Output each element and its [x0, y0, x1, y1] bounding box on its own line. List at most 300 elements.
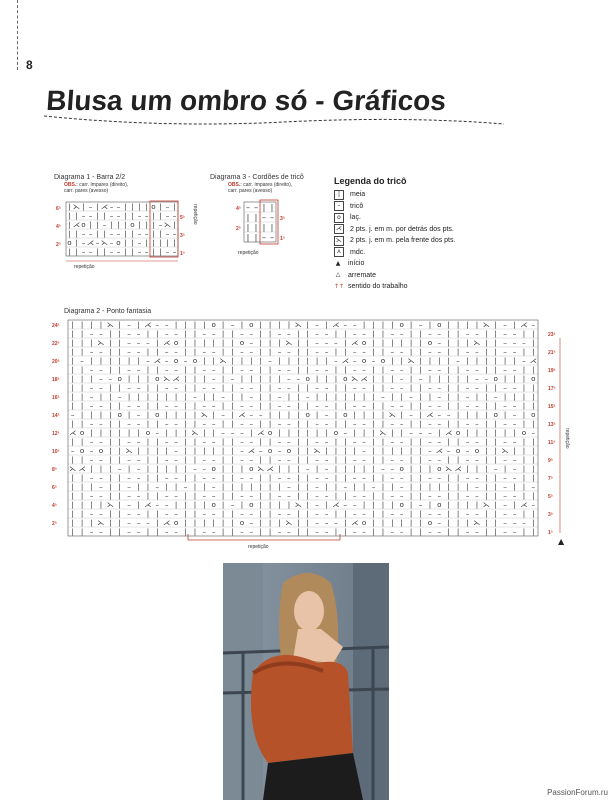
stitch-mark: |	[362, 482, 366, 492]
stitch-mark: |	[80, 329, 84, 339]
stitch-mark: |	[485, 419, 488, 429]
stitch-mark: –	[475, 401, 479, 411]
stitch-mark: –	[230, 320, 235, 330]
stitch-mark: |	[221, 320, 225, 330]
row-number-left: 4ª	[56, 224, 61, 230]
stitch-mark: –	[503, 329, 507, 339]
stitch-mark: |	[159, 229, 162, 239]
stitch-mark: –	[437, 491, 442, 501]
stitch-mark: |	[391, 446, 394, 456]
stitch-mark: |	[494, 365, 497, 375]
stitch-mark: –	[89, 437, 94, 447]
stitch-mark: |	[80, 383, 84, 393]
stitch-mark: ⋋	[445, 464, 453, 474]
stitch-mark: –	[277, 491, 282, 501]
stitch-mark: |	[428, 320, 432, 330]
stitch-mark: |	[494, 356, 497, 366]
stitch-mark: –	[249, 329, 254, 339]
stitch-mark: |	[184, 491, 187, 501]
stitch-mark: |	[485, 527, 488, 537]
stitch-mark: o	[437, 464, 442, 474]
stitch-mark: |	[532, 446, 535, 456]
stitch-mark: |	[109, 401, 112, 411]
stitch-mark: |	[165, 446, 168, 456]
stitch-mark: |	[156, 509, 159, 519]
stitch-mark: |	[193, 329, 197, 339]
stitch-mark: –	[99, 482, 103, 492]
stitch-mark: |	[372, 437, 375, 447]
stitch-mark: |	[372, 428, 375, 438]
stitch-mark: |	[372, 410, 375, 420]
stitch-mark: o	[81, 220, 86, 230]
stitch-mark: –	[287, 419, 291, 429]
stitch-mark: |	[447, 509, 450, 519]
stitch-mark: o	[117, 374, 122, 384]
stitch-mark: –	[437, 509, 442, 519]
stitch-mark: |	[494, 437, 497, 447]
stitch-mark: |	[138, 202, 141, 212]
stitch-mark: |	[419, 437, 422, 447]
stitch-mark: –	[249, 473, 254, 483]
stitch-mark: –	[362, 347, 366, 357]
stitch-mark: –	[315, 347, 319, 357]
stitch-mark: |	[159, 238, 162, 248]
stitch-mark: –	[89, 392, 94, 402]
stitch-mark: |	[372, 347, 375, 357]
stitch-mark: ⋋	[294, 500, 302, 510]
stitch-mark: |	[146, 446, 150, 456]
stitch-mark: o	[79, 446, 85, 456]
stitch-mark: |	[306, 518, 309, 528]
stitch-mark: –	[287, 491, 291, 501]
stitch-mark: |	[306, 329, 309, 339]
stitch-mark: |	[409, 383, 413, 393]
legend-label: tricô	[350, 202, 364, 210]
stitch-mark: |	[409, 500, 413, 510]
stitch-mark: |	[494, 527, 497, 537]
stitch-mark: –	[174, 473, 178, 483]
stitch-mark: |	[325, 320, 328, 330]
stitch-mark: |	[193, 527, 197, 537]
stitch-mark: –	[211, 365, 216, 375]
stitch-mark: |	[306, 419, 309, 429]
stitch-mark: –	[512, 437, 517, 447]
stitch-mark: –	[390, 365, 395, 375]
stitch-mark: |	[287, 410, 291, 420]
legend-label: mdc.	[350, 248, 366, 256]
stitch-mark: |	[372, 320, 375, 330]
stitch-mark: –	[174, 329, 178, 339]
stitch-mark: |	[127, 392, 131, 402]
stitch-mark: o	[211, 500, 216, 510]
stitch-mark: –	[270, 212, 274, 222]
stitch-mark: |	[103, 247, 106, 257]
start-arrow-icon: ▲	[558, 537, 565, 546]
stitch-mark: |	[166, 238, 169, 248]
stitch-mark: –	[352, 527, 357, 537]
stitch-mark: |	[466, 374, 469, 384]
stitch-mark: |	[456, 473, 460, 483]
stitch-mark: –	[362, 365, 366, 375]
stitch-mark: |	[221, 383, 225, 393]
row-number-right: 1ª	[180, 251, 185, 257]
stitch-mark: |	[99, 392, 103, 402]
stitch-mark: –	[352, 356, 357, 366]
stitch-mark: –	[324, 464, 329, 474]
stitch-mark: –	[172, 229, 177, 239]
stitch-mark: |	[193, 437, 197, 447]
stitch-mark: o	[380, 356, 386, 366]
stitch-mark: o	[267, 446, 273, 456]
row-number-right: 3ª	[180, 233, 185, 239]
stitch-mark: |	[184, 392, 187, 402]
stitch-mark: |	[99, 500, 103, 510]
stitch-mark: |	[287, 392, 291, 402]
stitch-mark: |	[372, 365, 375, 375]
stitch-mark: |	[372, 455, 375, 465]
stitch-mark: –	[268, 356, 272, 366]
stitch-mark: –	[70, 446, 75, 456]
stitch-mark: |	[372, 329, 375, 339]
stitch-mark: –	[352, 455, 357, 465]
stitch-mark: ⋌	[86, 238, 95, 248]
stitch-mark: |	[419, 527, 422, 537]
row-number-right: 17ª	[548, 386, 556, 392]
stitch-mark: |	[353, 410, 356, 420]
stitch-mark: –	[475, 419, 479, 429]
stitch-mark: |	[419, 365, 422, 375]
stitch-mark: |	[131, 229, 134, 239]
stitch-mark: |	[522, 347, 526, 357]
stitch-mark: |	[362, 320, 366, 330]
stitch-mark: –	[418, 374, 423, 384]
stitch-mark: |	[193, 410, 197, 420]
stitch-mark: |	[118, 437, 121, 447]
stitch-mark: –	[127, 401, 131, 411]
stitch-mark: |	[306, 401, 309, 411]
stitch-mark: o	[67, 238, 72, 248]
stitch-mark: |	[231, 509, 234, 519]
stitch-mark: |	[184, 338, 187, 348]
stitch-mark: ⋌	[172, 374, 180, 384]
stitch-mark: –	[531, 320, 536, 330]
stitch-mark: –	[155, 428, 160, 438]
stitch-mark: |	[466, 320, 469, 330]
stitch-mark: |	[240, 356, 244, 366]
stitch-mark: |	[344, 347, 347, 357]
stitch-mark: –	[475, 437, 479, 447]
stitch-mark: |	[391, 428, 394, 438]
stitch-mark: ⋋	[285, 338, 293, 348]
stitch-mark: |	[419, 509, 422, 519]
stitch-mark: ⋋	[482, 320, 490, 330]
stitch-mark: |	[259, 473, 262, 483]
dec-front-icon: ⋋	[336, 236, 342, 244]
stitch-mark: |	[221, 527, 225, 537]
stitch-mark: |	[372, 473, 375, 483]
stitch-mark: –	[287, 383, 291, 393]
stitch-mark: –	[99, 527, 103, 537]
stitch-mark: –	[99, 509, 103, 519]
stitch-mark: |	[353, 446, 356, 456]
stitch-mark: ⋋	[407, 356, 415, 366]
stitch-mark: –	[249, 365, 254, 375]
stitch-mark: o	[361, 356, 367, 366]
stitch-mark: –	[230, 428, 235, 438]
stitch-mark: –	[399, 383, 404, 393]
stitch-mark: –	[512, 329, 517, 339]
stitch-mark: |	[250, 482, 253, 492]
stitch-mark: |	[146, 410, 150, 420]
stitch-mark: |	[344, 392, 347, 402]
stitch-mark: o	[427, 338, 433, 348]
stitch-mark: |	[522, 365, 526, 375]
stitch-mark: |	[297, 365, 300, 375]
stitch-mark: |	[372, 338, 375, 348]
stitch-mark: |	[485, 509, 488, 519]
stitch-mark: –	[249, 509, 254, 519]
stitch-mark: –	[465, 392, 470, 402]
stitch-mark: |	[109, 392, 112, 402]
stitch-mark: |	[212, 428, 215, 438]
stitch-mark: |	[231, 347, 234, 357]
stitch-mark: –	[99, 401, 103, 411]
stitch-mark: |	[71, 437, 74, 447]
stitch-mark: |	[203, 482, 206, 492]
stitch-mark: |	[419, 329, 422, 339]
stitch-mark: –	[399, 473, 404, 483]
stitch-mark: –	[89, 509, 94, 519]
stitch-mark: –	[136, 338, 141, 348]
stitch-mark: |	[80, 518, 84, 528]
stitch-mark: –	[89, 491, 94, 501]
stitch-mark: |	[96, 247, 99, 257]
stitch-mark: |	[99, 428, 103, 438]
stitch-mark: –	[249, 455, 254, 465]
stitch-mark: |	[409, 374, 413, 384]
stitch-mark: o	[455, 446, 461, 456]
stitch-mark: |	[391, 500, 394, 510]
stitch-mark: –	[503, 320, 507, 330]
stitch-mark: |	[522, 455, 526, 465]
stitch-mark: –	[164, 365, 169, 375]
stitch-mark: |	[156, 365, 159, 375]
stitch-mark: |	[447, 527, 450, 537]
stitch-mark: |	[156, 518, 159, 528]
stitch-mark: –	[81, 211, 86, 221]
stitch-mark: |	[297, 383, 300, 393]
stitch-mark: |	[137, 356, 140, 366]
stitch-mark: |	[203, 338, 206, 348]
diagram-2	[50, 318, 580, 563]
stitch-mark: |	[297, 392, 300, 402]
stitch-mark: o	[361, 518, 367, 528]
stitch-mark: –	[324, 383, 329, 393]
stitch-mark: |	[475, 428, 479, 438]
stitch-mark: –	[287, 347, 291, 357]
stitch-mark: –	[352, 437, 357, 447]
stitch-mark: |	[306, 338, 309, 348]
stitch-mark: |	[306, 365, 309, 375]
stitch-mark: |	[68, 211, 71, 221]
stitch-mark: –	[287, 401, 291, 411]
legend-item	[334, 281, 534, 293]
stitch-mark: |	[221, 455, 225, 465]
stitch-mark: |	[193, 509, 197, 519]
stitch-mark: |	[362, 464, 366, 474]
stitch-mark: ⋋	[125, 446, 133, 456]
stitch-mark: |	[173, 220, 176, 230]
stitch-mark: |	[306, 491, 309, 501]
stitch-mark: |	[334, 455, 338, 465]
stitch-mark: |	[456, 365, 460, 375]
stitch-mark: –	[399, 365, 404, 375]
stitch-mark: |	[268, 482, 272, 492]
stitch-mark: –	[352, 491, 357, 501]
dec-back-icon: ⋌	[336, 225, 342, 233]
stitch-mark: –	[287, 527, 291, 537]
stitch-mark: |	[522, 527, 526, 537]
stitch-mark: o	[173, 356, 179, 366]
stitch-mark: |	[268, 320, 272, 330]
row-number-right: 5ª	[548, 494, 553, 500]
stitch-mark: |	[268, 518, 272, 528]
stitch-mark: –	[437, 338, 442, 348]
stitch-mark: –	[315, 437, 319, 447]
repeat-label: repetição	[74, 264, 95, 270]
stitch-mark: ⋌	[520, 500, 528, 510]
stitch-mark: |	[212, 356, 215, 366]
row-number-right: 3ª	[280, 216, 285, 222]
stitch-mark: |	[400, 446, 403, 456]
stitch-mark: |	[409, 482, 413, 492]
stitch-mark: |	[503, 356, 507, 366]
stitch-mark: |	[109, 446, 112, 456]
stitch-mark: –	[512, 338, 517, 348]
stitch-mark: |	[447, 374, 450, 384]
stitch-mark: |	[297, 446, 300, 456]
stitch-mark: |	[344, 329, 347, 339]
stitch-mark: o	[192, 356, 198, 366]
stitch-mark: |	[532, 383, 535, 393]
stitch-mark: |	[494, 518, 497, 528]
stitch-mark: –	[362, 446, 366, 456]
stitch-mark: o	[399, 320, 404, 330]
stitch-mark: o	[211, 464, 216, 474]
stitch-mark: |	[381, 482, 385, 492]
stitch-mark: –	[446, 410, 451, 420]
stitch-mark: –	[202, 419, 207, 429]
stitch-mark: –	[437, 419, 442, 429]
stitch-mark: |	[344, 509, 347, 519]
stitch-mark: |	[118, 527, 121, 537]
stitch-mark: |	[372, 518, 375, 528]
stitch-mark: |	[428, 374, 432, 384]
row-number-left: 16ª	[52, 395, 60, 401]
stitch-mark: ⋋	[100, 238, 109, 248]
stitch-mark: |	[118, 320, 121, 330]
stitch-mark: –	[475, 365, 479, 375]
diagram-1-obs: OBS.: carr. ímpares (direito), carr. pares (avesso)	[64, 182, 129, 194]
stitch-mark: |	[475, 320, 479, 330]
stitch-mark: |	[118, 401, 121, 411]
stitch-mark: –	[324, 491, 329, 501]
stitch-mark: –	[211, 329, 216, 339]
stitch-mark: |	[532, 329, 535, 339]
stitch-mark: |	[334, 464, 338, 474]
stitch-mark: |	[419, 482, 422, 492]
stitch-mark: –	[418, 500, 423, 510]
stitch-mark: –	[221, 428, 225, 438]
legend-label: 2 pts. j. em m. por detrás dos pts.	[350, 225, 454, 233]
stitch-mark: |	[409, 455, 413, 465]
stitch-mark: |	[409, 509, 413, 519]
stitch-mark: |	[259, 491, 262, 501]
stitch-mark: |	[456, 455, 460, 465]
stitch-mark: o	[239, 338, 245, 348]
stitch-mark: |	[419, 518, 422, 528]
stitch-mark: |	[146, 374, 150, 384]
stitch-mark: –	[99, 455, 103, 465]
stitch-mark: ⋋	[97, 338, 105, 348]
stitch-mark: |	[109, 509, 112, 519]
diagram-3-obs: OBS.: carr. ímpares (direito), carr. pares (avesso)	[228, 182, 293, 194]
stitch-mark: |	[344, 401, 347, 411]
stitch-mark: |	[109, 455, 112, 465]
stitch-mark: –	[136, 527, 141, 537]
stitch-mark: –	[493, 464, 498, 474]
stitch-mark: |	[99, 410, 103, 420]
stitch-mark: –	[258, 446, 263, 456]
stitch-mark: |	[109, 365, 112, 375]
stitch-mark: |	[137, 482, 140, 492]
stitch-mark: –	[456, 356, 460, 366]
stitch-mark: –	[146, 518, 150, 528]
stitch-mark: –	[512, 410, 517, 420]
stitch-mark: |	[71, 329, 74, 339]
stitch-mark: |	[494, 320, 497, 330]
stitch-mark: |	[212, 518, 215, 528]
stitch-mark: –	[89, 455, 94, 465]
stitch-mark: |	[381, 401, 385, 411]
stitch-mark: |	[231, 482, 234, 492]
stitch-mark: –	[249, 518, 254, 528]
stitch-mark: |	[118, 518, 121, 528]
stitch-mark: –	[137, 247, 142, 257]
stitch-mark: |	[447, 383, 450, 393]
row-number-left: 22ª	[52, 341, 60, 347]
legend-label: meia	[350, 191, 366, 199]
stitch-mark: |	[137, 428, 140, 438]
stitch-mark: |	[137, 446, 140, 456]
stitch-mark: |	[522, 329, 526, 339]
stitch-mark: |	[485, 464, 488, 474]
stitch-mark: |	[447, 401, 450, 411]
stitch-mark: –	[352, 329, 357, 339]
stitch-mark: –	[512, 365, 517, 375]
stitch-mark: ⋌	[163, 338, 171, 348]
stitch-mark: |	[184, 509, 187, 519]
diagram-3-title: Diagrama 3 - Cordões de tricô	[210, 174, 304, 181]
stitch-mark: –	[99, 383, 103, 393]
stitch-mark: |	[419, 383, 422, 393]
stitch-mark: –	[211, 482, 216, 492]
stitch-mark: |	[438, 482, 441, 492]
stitch-mark: |	[109, 437, 112, 447]
stitch-mark: –	[315, 473, 319, 483]
stitch-mark: |	[90, 482, 93, 492]
stitch-mark: |	[513, 500, 516, 510]
